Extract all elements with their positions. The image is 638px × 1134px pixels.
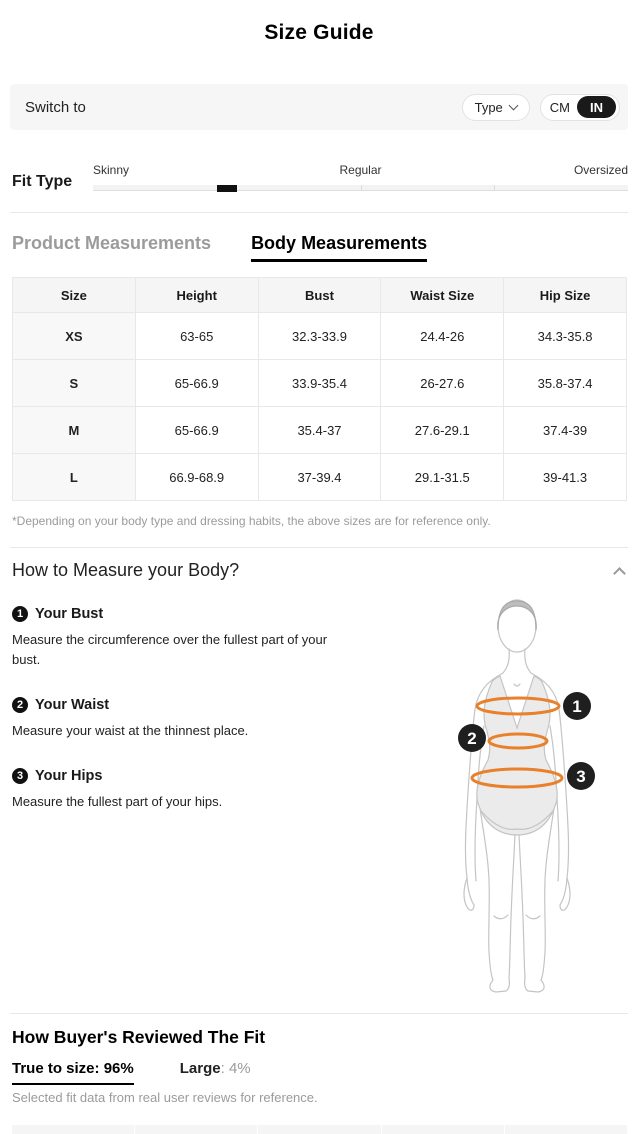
table-row [13, 407, 627, 454]
table-row [13, 313, 627, 360]
measure-section-title: How to Measure your Body? [12, 560, 240, 580]
sliver-cell [135, 1125, 258, 1134]
step-description: Measure your waist at the thinnest place. [12, 723, 249, 739]
step-title: Your Waist [35, 697, 110, 714]
cell-waist: 26-27.6 [381, 360, 504, 407]
fit-type-slider [93, 150, 628, 202]
step-head [12, 697, 357, 713]
scale-label-oversized: Oversized [573, 163, 628, 177]
tab-product-measurements[interactable]: Product Measurements [12, 233, 212, 253]
cell-hip: 39-41.3 [504, 454, 627, 501]
body-measurements-table [12, 277, 627, 501]
cell-bust: 32.3-33.9 [258, 313, 381, 360]
unit-option-in-selected[interactable]: IN [577, 96, 616, 118]
stat-large [180, 1060, 251, 1085]
col-header-height: Height [135, 278, 258, 313]
divider [10, 1013, 628, 1014]
divider [10, 212, 628, 213]
step-number-badge: 3 [12, 768, 28, 784]
col-header-hip: Hip Size [504, 278, 627, 313]
stat-separator: : [94, 1060, 104, 1077]
step-head [12, 606, 357, 622]
fit-slider-thumb [217, 185, 237, 192]
cell-waist: 27.6-29.1 [381, 407, 504, 454]
cell-bust: 33.9-35.4 [258, 360, 381, 407]
chevron-up-icon[interactable] [613, 567, 626, 580]
chevron-down-icon [508, 101, 518, 111]
scale-label-skinny: Skinny [93, 163, 130, 177]
cell-hip: 35.8-37.4 [504, 360, 627, 407]
table-footnote: *Depending on your body type and dressing habits, the above sizes are for reference only. [12, 514, 491, 528]
unit-toggle[interactable] [540, 94, 620, 121]
cell-hip: 34.3-35.8 [504, 313, 627, 360]
figure-badge-2-number: 2 [467, 729, 477, 748]
step-head [12, 768, 357, 784]
step-description: Measure the fullest part of your hips. [12, 794, 223, 810]
measure-steps [12, 606, 357, 840]
step-number-badge: 2 [12, 697, 28, 713]
cell-size: L [13, 454, 136, 501]
cell-height: 63-65 [135, 313, 258, 360]
review-note: Selected fit data from real user reviews for reference. [12, 1090, 318, 1105]
col-header-waist: Waist Size [381, 278, 504, 313]
sliver-cell [505, 1125, 627, 1134]
page-title: Size Guide [264, 21, 374, 44]
cell-bust: 35.4-37 [258, 407, 381, 454]
col-header-bust: Bust [258, 278, 381, 313]
stat-label: True to size [12, 1060, 95, 1077]
cell-waist: 24.4-26 [381, 313, 504, 360]
stat-true-to-size [12, 1060, 134, 1085]
table-row [13, 454, 627, 501]
stat-value: 96% [103, 1060, 134, 1077]
fit-type-label: Fit Type [12, 173, 73, 190]
type-dropdown-label: Type [474, 99, 503, 115]
type-dropdown-button[interactable] [462, 94, 530, 121]
cell-waist: 29.1-31.5 [381, 454, 504, 501]
cell-size: XS [13, 313, 136, 360]
body-figure-svg [432, 586, 627, 998]
review-section-title: How Buyer's Reviewed The Fit [12, 1027, 266, 1047]
next-table-header-sliver [12, 1125, 627, 1134]
step-title: Your Hips [35, 768, 103, 785]
scale-label-regular: Regular [339, 163, 382, 177]
cell-bust: 37-39.4 [258, 454, 381, 501]
table-header-row [13, 278, 627, 313]
measure-step-waist [12, 697, 357, 741]
sliver-cell [382, 1125, 505, 1134]
cell-height: 65-66.9 [135, 407, 258, 454]
figure-badge-1-number: 1 [572, 697, 582, 716]
cell-size: S [13, 360, 136, 407]
fit-slider-track [93, 185, 628, 191]
fit-type-section [12, 150, 628, 202]
step-description: Measure the circumference over the fullest part of your bust. [12, 632, 328, 668]
divider [10, 547, 628, 548]
body-measurement-figure [432, 586, 627, 998]
fit-review-stats [12, 1060, 251, 1085]
figure-badge-3-number: 3 [576, 767, 586, 786]
measure-step-bust [12, 606, 357, 670]
stat-separator: : [220, 1060, 229, 1077]
table-row [13, 360, 627, 407]
slider-tick [361, 185, 362, 191]
step-number-badge: 1 [12, 606, 28, 622]
sliver-cell [12, 1125, 135, 1134]
cell-size: M [13, 407, 136, 454]
step-title: Your Bust [35, 606, 104, 622]
switch-bar [10, 84, 628, 130]
col-header-size: Size [13, 278, 136, 313]
cell-height: 65-66.9 [135, 360, 258, 407]
cell-hip: 37.4-39 [504, 407, 627, 454]
tab-body-measurements[interactable]: Body Measurements [251, 233, 427, 262]
unit-option-cm[interactable]: CM [549, 99, 570, 115]
measurement-tabs [12, 233, 427, 262]
measure-section-header[interactable] [12, 560, 624, 581]
fit-type-scale-labels [93, 163, 628, 179]
stat-value: 4% [228, 1060, 251, 1077]
cell-height: 66.9-68.9 [135, 454, 258, 501]
stat-label: Large [179, 1060, 221, 1077]
switch-to-label: Switch to [25, 98, 86, 116]
sliver-cell [258, 1125, 381, 1134]
measure-step-hips [12, 768, 357, 812]
slider-tick [494, 185, 495, 191]
